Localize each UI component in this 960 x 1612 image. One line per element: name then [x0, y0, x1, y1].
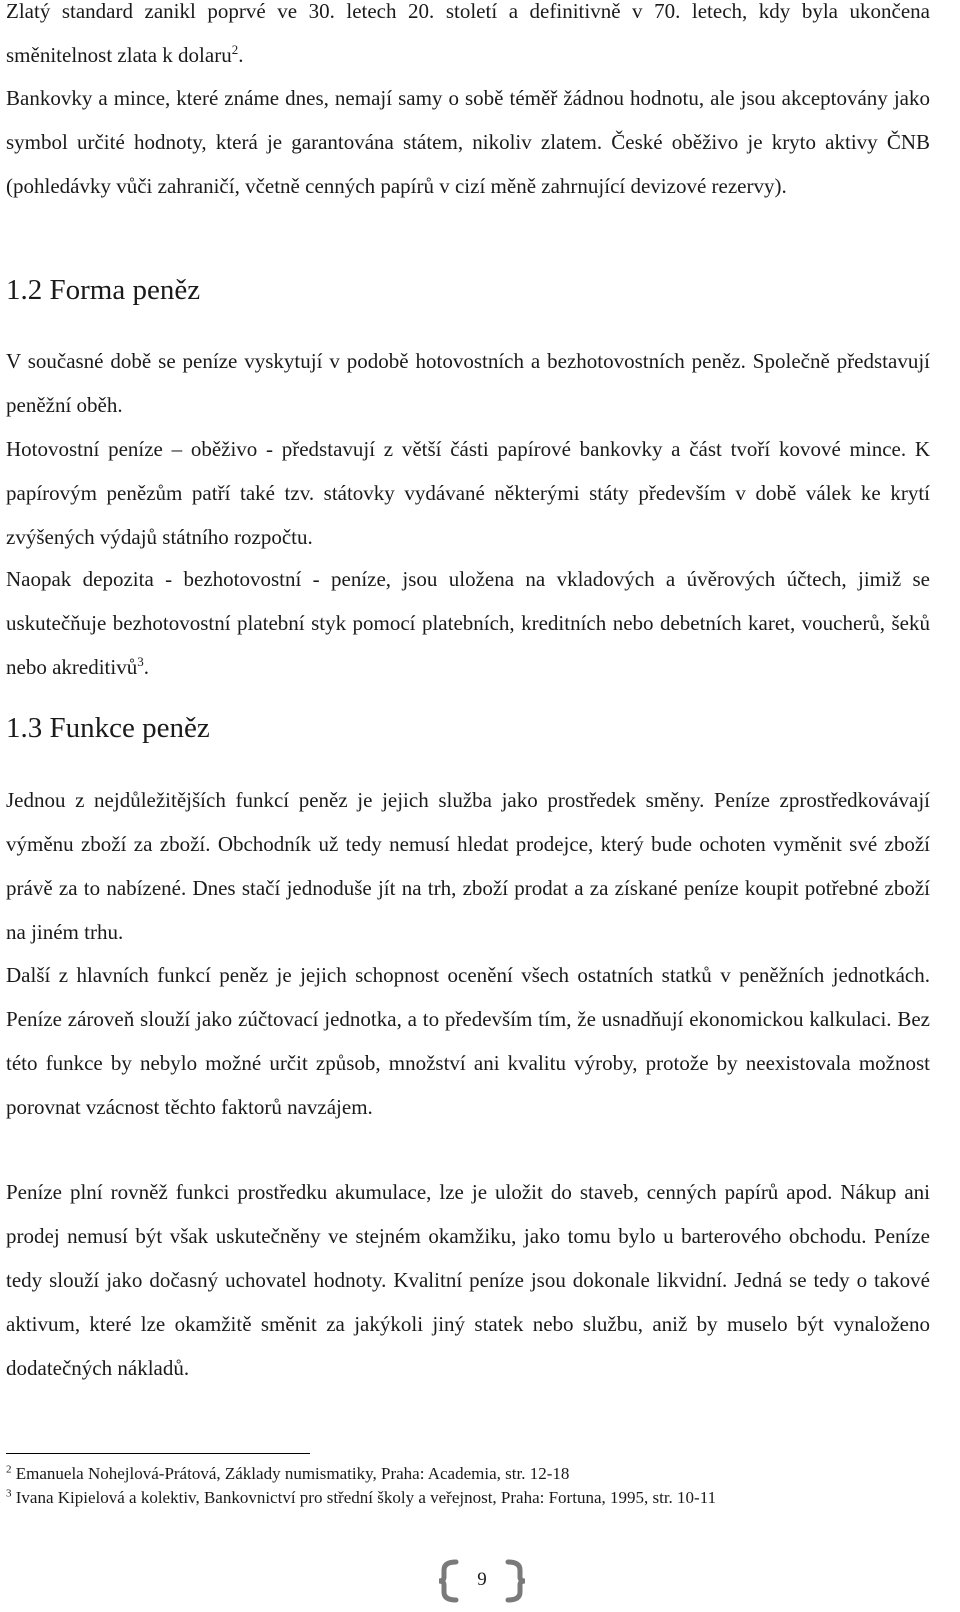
paragraph-text: Naopak depozita - bezhotovostní - peníze, jsou uložena na vkladových a úvěrových účtech, jimiž se uskutečňuje bezhotovostní platební styk pomocí platebních, kreditních nebo debetních karet, voucherů, šeků nebo akreditivů — [6, 567, 930, 679]
footnote-ref: 2 — [231, 42, 239, 57]
footnote-2 — [6, 1462, 936, 1486]
footnote-number: 2 — [6, 1463, 12, 1476]
paragraph-medium-of-exchange: Jednou z nejdůležitějších funkcí peněz je jejich služba jako prostředek směny. Peníze zprostředkovávají výměnu zboží za zboží. Obchodník už tedy nemusí hledat prodejce, který bude ochoten vyměnit své zboží právě za to nabízené. Dnes stačí jednoduše jít na trh, zboží prodat a za získané peníze koupit potřebné zboží na jiném trhu. — [6, 788, 930, 944]
paragraph-banknotes: Bankovky a mince, které známe dnes, nemají samy o sobě téměř žádnou hodnotu, ale jsou akceptovány jako symbol určité hodnoty, která je garantována státem, nikoliv zlatem. České oběživo je kryto aktivy ČNB (pohledávky vůči zahraničí, včetně cenných papírů v cizí měně zahrnující devizové rezervy). — [6, 86, 930, 198]
paragraph-cash: Hotovostní peníze – oběživo - představují z větší části papírové bankovky a část tvoří kovové mince. K papírovým penězům patří také tzv. státovky vydávané některými státy především v době válek ke krytí zvýšených výdajů státního rozpočtu. — [6, 437, 930, 549]
footnote-number: 3 — [6, 1487, 12, 1500]
footnote-text: Ivana Kipielová a kolektiv, Bankovnictví pro střední školy a veřejnost, Praha: Fortuna, 1995, str. 10-11 — [15, 1488, 717, 1507]
footnote-separator — [6, 1453, 310, 1454]
page-number: 9 — [477, 1569, 487, 1590]
paragraph-end: . — [238, 43, 244, 67]
paragraph-current-forms: V současné době se peníze vyskytují v podobě hotovostních a bezhotovostních peněz. Společně představují peněžní oběh. — [6, 349, 930, 417]
paragraph-store-of-value: Peníze plní rovněž funkci prostředku akumulace, lze je uložit do staveb, cenných papírů apod. Nákup ani prodej nemusí být však uskutečněny ve stejném okamžiku, jako tomu bylo u barterového obchodu. Peníze tedy slouží jako dočasný uchovatel hodnoty. Kvalitní peníze jsou dokonale likvidní. Jedná se tedy o takové aktivum, které lze okamžitě směnit za jakýkoli jiný statek nebo službu, aniž by muselo být vynaloženo dodatečných nákladů. — [6, 1180, 930, 1380]
paragraph-end: . — [143, 655, 149, 679]
footnote-ref: 3 — [137, 654, 144, 669]
paragraph-unit-of-account: Další z hlavních funkcí peněz je jejich schopnost ocenění všech ostatních statků v peněžních jednotkách. Peníze zároveň slouží jako zúčtovací jednotka, a to především tím, že usnadňují ekonomickou kalkulaci. Bez této funkce by nebylo možné určit způsob, množství ani kvalitu výroby, protože by neexistovala možnost porovnat vzácnost těchto faktorů navzájem. — [6, 963, 930, 1119]
footnote-text: Emanuela Nohejlová-Prátová, Základy numismatiky, Praha: Academia, str. 12-18 — [15, 1464, 570, 1483]
section-heading-forma-penez: 1.2 Forma peněz — [6, 274, 201, 306]
footnote-3 — [6, 1486, 936, 1510]
footnotes — [6, 1462, 936, 1510]
paragraph-text: Zlatý standard zanikl poprvé ve 30. letech 20. století a definitivně v 70. letech, kdy byla ukončena směnitelnost zlata k dolaru — [6, 0, 930, 67]
section-heading-funkce-penez: 1.3 Funkce peněz — [6, 712, 210, 744]
paragraph-deposits — [6, 557, 930, 689]
paragraph-gold-standard — [6, 0, 930, 77]
page-number-badge — [436, 1558, 528, 1604]
